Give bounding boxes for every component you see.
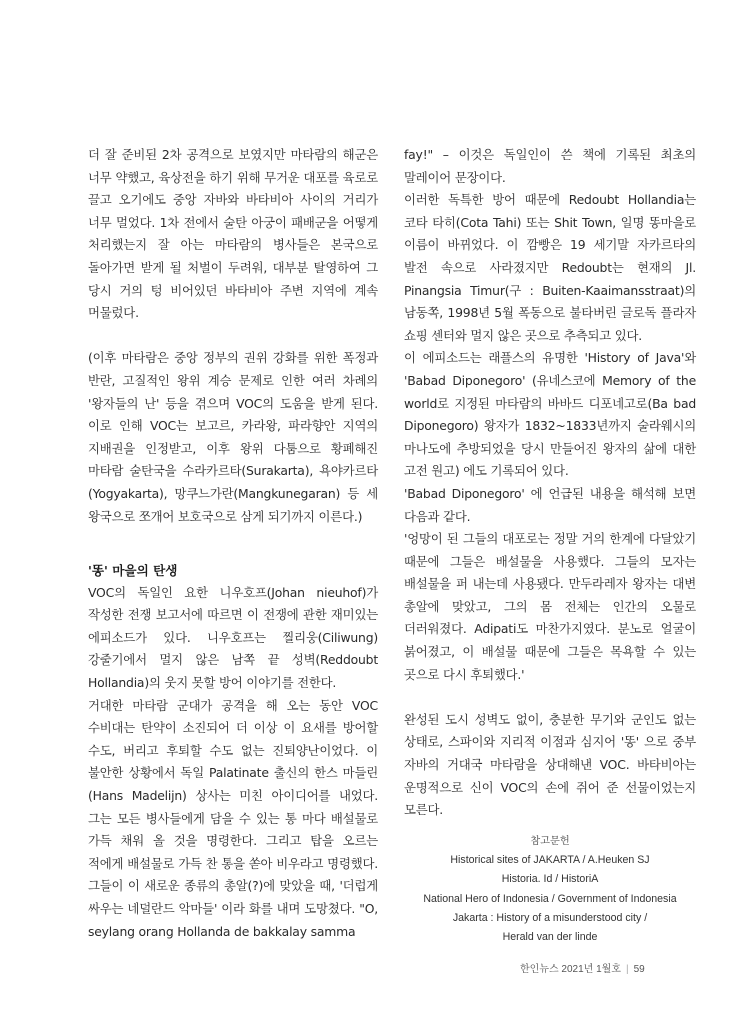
paragraph: 완성된 도시 성벽도 없이, 충분한 무기와 군인도 없는 상태로, 스파이와 지리적 이점과 심지어 '똥' 으로 중부 자바의 거대국 마타람을 상대해낸 VOC. 바타비아는 운명적으로 신이 VOC의 손에 쥐어 준 선물이었는지 모른다. (404, 711, 696, 818)
reference-item: National Hero of Indonesia / Government of Indonesia (423, 892, 677, 905)
reference-item: Herald van der linde (502, 931, 598, 944)
right-column (404, 144, 696, 822)
reference-item: Historia. Id / HistoriA (501, 873, 599, 886)
paragraph-gap (88, 528, 378, 551)
paragraph: 이 에피소드는 래플스의 유명한 'History of Java'와 'Babad Diponegoro' (유네스코에 Memory of the world로 지정된 마타람의 바바드 디포네고로(Ba bad Diponegoro) 왕자가 1832~1833년까지 술라웨시의 마나도에 추방되었을 당시 만들어진 왕자의 삶에 대한 고전 원고) 에도 기록되어 있다. (404, 350, 696, 479)
paragraph: 'Babad Diponegoro' 에 언급된 내용을 해석해 보면 다음과 같다. (404, 485, 696, 524)
page-number: 59 (633, 964, 645, 975)
paragraph: 거대한 마타람 군대가 공격을 해 오는 동안 VOC 수비대는 탄약이 소진되어 더 이상 이 요새를 방어할 수도, 버리고 후퇴할 수도 없는 진퇴양난이었다. 이 불안한 상황에서 독일 Palatinate 출신의 한스 마들린(Hans Madelijn) 상사는 미친 아이디어를 내었다. 그는 모든 병사들에게 담을 수 있는 통 마다 배설물로 가득 채워 올 것을 명령한다. 그리고 탑을 오르는 적에게 배설물로 가득 찬 통을 쏟아 비우라고 명령했다. 그들이 이 새로운 종류의 총알(?)에 맞았을 때, '더럽게 싸우는 네덜란드 악마들' 이라 화를 내며 도망쳤다. "O, seylang orang Hollanda de bakkalay samma (88, 697, 378, 939)
section-heading: '똥' 마을의 탄생 (88, 562, 178, 578)
quote-paragraph: '엉망이 된 그들의 대포로는 정말 거의 한계에 다달았기 때문에 그들은 배설물을 사용했다. 그들의 모자는 배설물을 퍼 내는데 사용됐다. 만두라레자 왕자는 대변 총알에 맞았고, 그의 몸 전체는 인간의 오물로 더러워졌다. Adipati도 마찬가지였다. 분노로 얼굴이 붉어졌고, 이 배설물 때문에 그들은 목욕할 수 있는 곳으로 다시 후퇴했다.' (404, 531, 696, 682)
references-title: 참고문헌 (530, 836, 570, 847)
paragraph: fay!" – 이것은 독일인이 쓴 책에 기록된 최초의 말레이어 문장이다. (404, 147, 696, 185)
reference-item: Jakarta : History of a misunderstood city / (452, 911, 648, 924)
reference-item: Historical sites of JAKARTA / A.Heuken SJ (450, 854, 650, 867)
paragraph: (이후 마타람은 중앙 정부의 권위 강화를 위한 폭정과 반란, 고질적인 왕위 계승 문제로 인한 여러 차례의 '왕자들의 난' 등을 겪으며 VOC의 도움을 받게 된다. 이로 인해 VOC는 보고르, 카라왕, 파라향안 지역의 지배권을 인정받고, 이후 왕위 다툼으로 황폐해진 마타람 술탄국을 수라카르타(Surakarta), 욕야카르타(Yogyakarta), 망쿠느가란(Mangkunegaran) 등 세 왕국으로 쪼개어 보호국으로 삼게 되기까지 이른다.) (88, 350, 378, 524)
footer-separator: | (625, 964, 629, 975)
paragraph: VOC의 독일인 요한 니우호프(Johan nieuhof)가 작성한 전쟁 보고서에 따르면 이 전쟁에 관한 재미있는 에피소드가 있다. 니우호프는 찔리웅(Ciliwung) 강줄기에서 멀지 않은 남쪽 끝 성벽(Reddoubt Hollandia)의 웃지 못할 방어 이야기를 전한다. (88, 584, 378, 691)
references (404, 832, 696, 947)
paragraph-gap (404, 686, 696, 709)
paragraph: 이러한 독특한 방어 때문에 Redoubt Hollandia는 코타 타히(Cota Tahi) 또는 Shit Town, 일명 똥마을로 이름이 바뀌었다. 이 깜빵은 19 세기말 자카르타의 발전 속으로 사라졌지만 Redoubt는 현재의 Jl. Pinangsia Timur(구 : Buiten-Kaaimansstraat)의 남동쪽, 1998년 5월 폭동으로 불타버린 글로독 플라자 쇼핑 센터와 멀지 않은 곳으로 추측되고 있다. (404, 192, 696, 343)
paragraph: 더 잘 준비된 2차 공격으로 보였지만 마타람의 해군은 너무 약했고, 육상전을 하기 위해 무거운 대포를 육로로 끌고 오기에도 중앙 자바와 바타비아 사이의 거리가 너무 멀었다. 1차 전에서 술탄 아궁이 패배군을 어떻게 처리했는지 잘 아는 마타람의 병사들은 본국으로 돌아가면 받게 될 처벌이 두려워, 대부분 탈영하여 그 당시 거의 텅 비어있던 바타비아 주변 지역에 계속 머물렀다. (88, 147, 378, 321)
page-footer (520, 960, 720, 975)
left-column (88, 144, 378, 943)
publication-name: 한인뉴스 2021년 1월호 (520, 964, 621, 975)
paragraph-gap (88, 325, 378, 348)
